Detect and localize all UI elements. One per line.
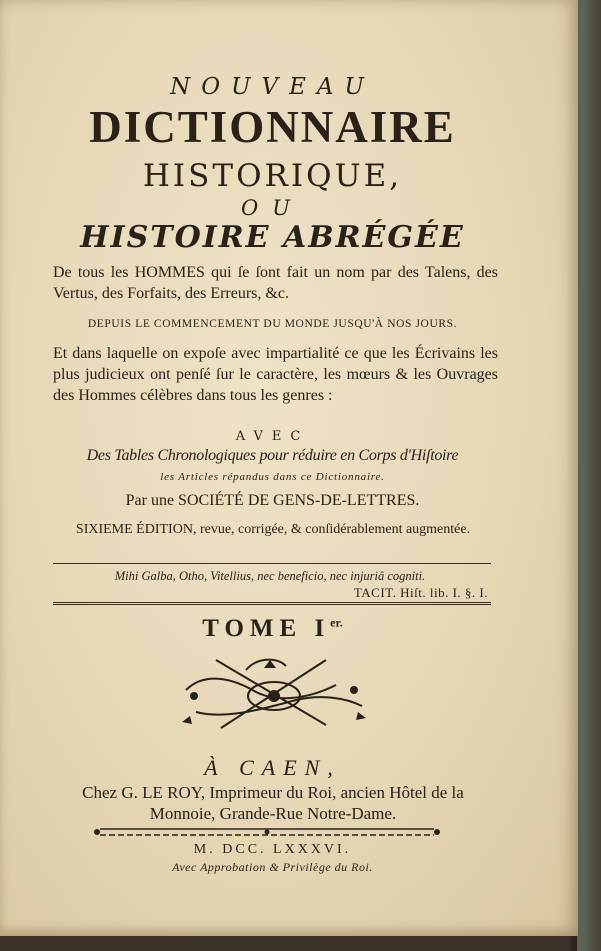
subtitle-paragraph-3: Et dans laquelle on expoſe avec impartialité ce que les Écrivains les plus judicieux ont penſé ſur le caractère, les mœurs & les Ouvrages des Hommes célèbres dans tous les genres : bbox=[53, 345, 498, 404]
title-historique: HISTORIQUE, bbox=[142, 158, 403, 194]
title-nouveau: NOUVEAU bbox=[170, 74, 375, 100]
tables-line: Des Tables Chronologiques pour réduire en Corps d'Hiſtoire bbox=[86, 447, 459, 464]
latin-motto: Mihi Galba, Otho, Vitellius, nec beneficio, nec injuriâ cogniti. bbox=[114, 569, 426, 583]
motto-citation: TACIT. Hiſt. lib. I. §. I. bbox=[353, 585, 488, 600]
tome-label: TOME I bbox=[202, 615, 331, 642]
articles-line: les Articles répandus dans ce Dictionnaire. bbox=[160, 471, 385, 483]
imprint-date: M. DCC. LXXXVI. bbox=[193, 842, 352, 857]
top-rule bbox=[53, 563, 491, 564]
title-histoire-abregee: HISTOIRE ABRÉGÉE bbox=[80, 220, 465, 255]
tome-superscript: er. bbox=[330, 615, 343, 630]
edition-line: SIXIEME ÉDITION, revue, corrigée, & conſidérablement augmentée. bbox=[75, 522, 471, 537]
imprint-city: À CAEN, bbox=[204, 755, 341, 780]
ornamental-bar-icon bbox=[92, 826, 442, 838]
avec-heading: AVEC bbox=[235, 429, 310, 444]
tome-heading bbox=[0, 615, 545, 643]
societe-line: Par une SOCIÉTÉ DE GENS-DE-LETTRES. bbox=[125, 492, 420, 509]
imprint-printer: Chez G. LE ROY, Imprimeur du Roi, ancien Hôtel de la Monnoie, Grande-Rue Notre-Dame. bbox=[82, 783, 464, 823]
bottom-rule bbox=[53, 602, 491, 605]
subtitle-paragraph-2: DEPUIS LE COMMENCEMENT DU MONDE JUSQU'À NOS JOURS. bbox=[87, 318, 458, 330]
title-ou: OU bbox=[241, 196, 304, 220]
subtitle-paragraph-1: De tous les HOMMES qui ſe ſont fait un nom par des Talens, des Vertus, des Forfaits, des Erreurs, &c. bbox=[53, 264, 498, 302]
title-dictionnaire: DICTIONNAIRE bbox=[89, 102, 456, 152]
trophy-ornament-icon bbox=[176, 650, 372, 740]
approbation-line: Avec Approbation & Privilège du Roi. bbox=[172, 860, 373, 874]
